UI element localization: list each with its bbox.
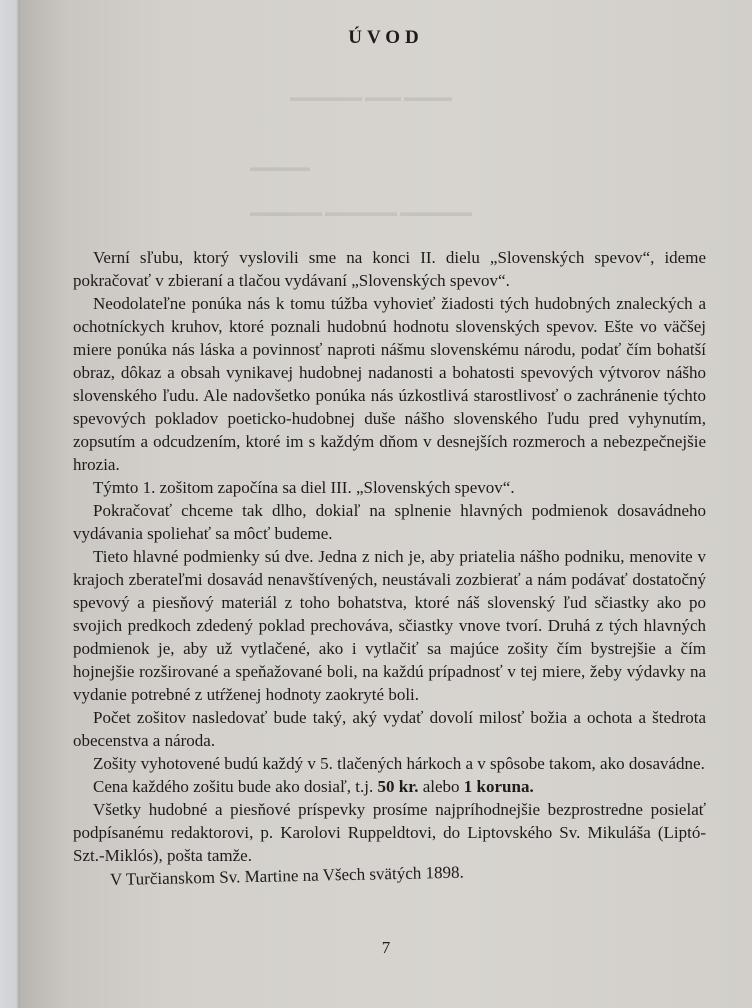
paragraph: Neodolateľne ponúka nás k tomu túžba vyhovieť žiadosti tých hudobných znaleckých a ochotníckych kruhov, ktoré poznali hudobnú hodnotu slovenských spevov. Ešte vo väčšej miere ponúka nás láska a povinnosť naproti nášmu slovenskému národu, podať čím bohatší obraz, dôkaz a obsah vynikavej hudobnej nadanosti a bohatosti spevových výtvorov nášho slovenského ľudu. Ale nadovšetko ponúka nás úzkostlivá starostlivosť o zachránenie týchto spevových pokladov poeticko-hudobnej duše nášho slovenského ľudu pred vyhynutím, zopsutím a odcudzením, ktoré im s každým dňom v desnejších rozmeroch a nebezpečnejšie hrozia. (73, 294, 706, 474)
paragraph: Týmto 1. zošitom započína sa diel III. „Slovenských spevov“. (93, 478, 515, 497)
page-number: 7 (381, 938, 391, 957)
book-page (20, 0, 752, 1008)
bleed-through-text: ▬▬▬▬▬▬ ▬▬▬ ▬▬▬▬ (290, 90, 452, 104)
paragraph: Tieto hlavné podmienky sú dve. Jedna z nich je, aby priatelia nášho podniku, menovite v krajoch zberateľmi dosavád nenavštívených, neustávali zozbierať a nám podávať dostatočný spevový a piesňový materiál z toho bohatstva, ktoré náš slovenský ľud sčiastky ako po svojich predkoch zdedený poklad prechováva, sčiastky vnove tvorí. Druhá z tých hlavných podmienok je, aby už vytlačené, ako i vytlačiť sa majúce zošity čím bystrejšie a čím hojnejšie rozširované a speňažované boli, na každú prípadnosť v tej miere, žeby výdavky na vydanie potrebné z utŕženej hodnoty zaokryté boli. (73, 547, 706, 704)
document-body (73, 246, 706, 867)
bleed-through-text: ▬▬▬▬▬ (250, 160, 310, 174)
signoff: V Turčianskom Sv. Martine na Všech svätých 1898. (109, 862, 464, 889)
paragraph: Všetky hudobné a piesňové príspevky prosíme najpríhodnejšie bezprostredne posielať podpísanému redaktorovi, p. Karolovi Ruppeldtovi, do Liptovského Sv. Mikuláša (Liptó-Szt.-Miklós), pošta tamže. (73, 800, 706, 865)
paragraph: Zošity vyhotovené budú každý v 5. tlačených hárkoch a v spôsobe takom, ako dosavádne. (93, 754, 705, 773)
bleed-through-text: ▬▬▬▬▬▬ ▬▬▬▬▬▬ ▬▬▬▬▬▬ (250, 205, 472, 219)
paragraph: Verní sľubu, ktorý vyslovili sme na konci II. dielu „Slovenských spevov“, ideme pokračovať v zbieraní a tlačou vydávaní „Slovenských spevov“. (73, 248, 706, 290)
price-kr: 50 kr. (377, 777, 419, 796)
page-edge (0, 0, 20, 1008)
page-title: ÚVOD (348, 26, 424, 48)
price-koruna: 1 koruna. (463, 777, 534, 796)
price-paragraph: Cena každého zošitu bude ako dosiaľ, t.j. 50 kr. alebo 1 koruna. (93, 777, 534, 796)
paragraph: Počet zošitov nasledovať bude taký, aký vydať dovolí milosť božia a ochota a štedrota obecenstva a národa. (73, 708, 706, 750)
paragraph: Pokračovať chceme tak dlho, dokiaľ na splnenie hlavných podmienok dosavádneho vydávania spoliehať sa môcť budeme. (73, 501, 706, 543)
